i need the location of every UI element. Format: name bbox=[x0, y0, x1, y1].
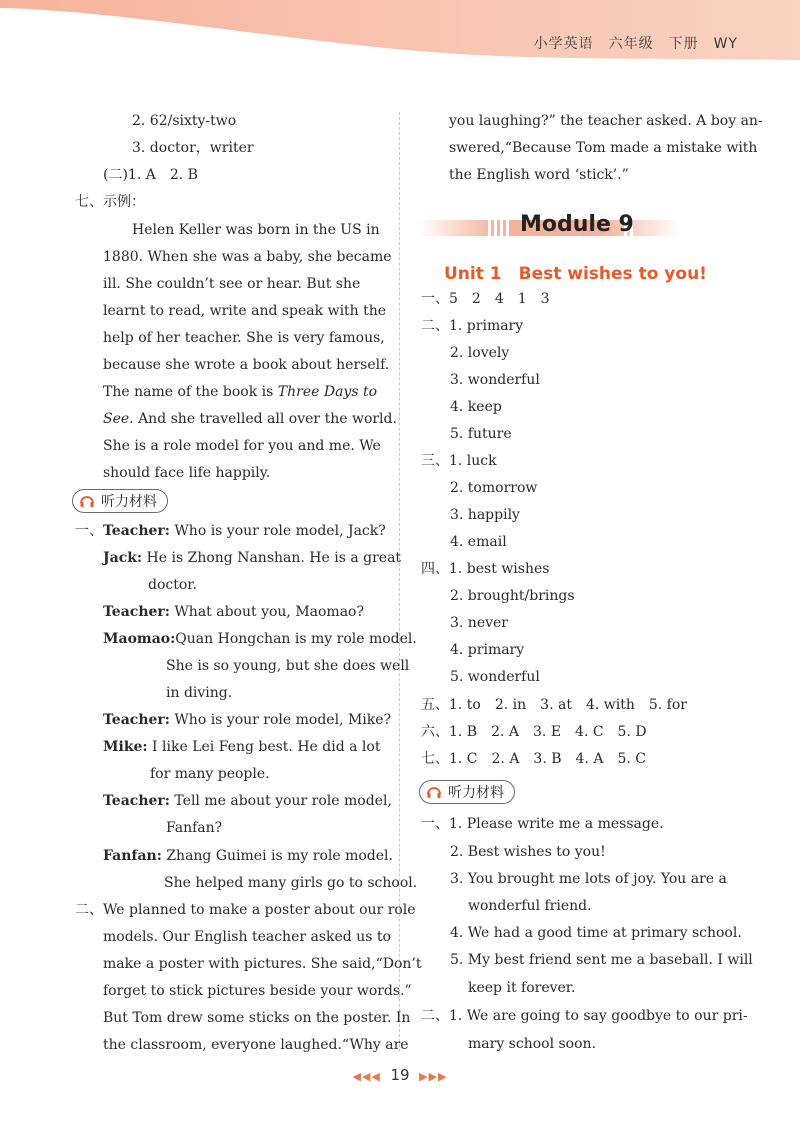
passage-line: 二、We planned to make a poster about our role bbox=[75, 902, 416, 918]
dialogue-line: She helped many girls go to school. bbox=[164, 875, 418, 891]
answer-3: 3. doctor，writer bbox=[132, 140, 254, 156]
listening-line: 5. My best friend sent me a baseball. I will bbox=[450, 952, 753, 968]
listening-line: 3. You brought me lots of joy. You are a bbox=[450, 871, 727, 887]
answer-line: 5. wonderful bbox=[450, 669, 540, 685]
essay-line: See. And she travelled all over the world. bbox=[103, 411, 397, 427]
dialogue-line: Teacher: Tell me about your role model, bbox=[103, 793, 392, 809]
answer-line: 四、1. best wishes bbox=[421, 561, 550, 577]
left-arrows-icon: ◀◀◀ bbox=[352, 1070, 381, 1083]
answer-line: 2. tomorrow bbox=[450, 480, 538, 496]
answer-line: 4. keep bbox=[450, 399, 502, 415]
dialogue-line: for many people. bbox=[150, 766, 270, 782]
dialogue-line: She is so young, but she does well bbox=[166, 658, 410, 674]
essay-line: because she wrote a book about herself. bbox=[103, 357, 390, 373]
listening-line: 二、1. We are going to say goodbye to our pri- bbox=[421, 1008, 748, 1024]
headphones-icon bbox=[426, 784, 442, 800]
dialogue-line: in diving. bbox=[166, 685, 233, 701]
essay-line: help of her teacher. She is very famous, bbox=[103, 330, 385, 346]
listening-line: wonderful friend. bbox=[468, 898, 592, 914]
passage-line: the classroom, everyone laughed.“Why are bbox=[103, 1037, 409, 1053]
answer-line: 3. happily bbox=[450, 507, 520, 523]
answer-line: 一、5 2 4 1 3 bbox=[421, 291, 550, 307]
book-header: 小学英语 六年级 下册 WY bbox=[533, 36, 738, 52]
essay-line: ill. She couldn’t see or hear. But she bbox=[103, 276, 361, 292]
listening-material-tag: 听力材料 bbox=[419, 780, 515, 804]
answer-line: 4. email bbox=[450, 534, 507, 550]
passage-line: you laughing?” the teacher asked. A boy an- bbox=[449, 113, 763, 129]
answer-2: 2. 62/sixty-two bbox=[132, 113, 237, 129]
answer-line: 五、1. to 2. in 3. at 4. with 5. for bbox=[421, 697, 687, 713]
answer-line: 2. brought/brings bbox=[450, 588, 575, 604]
listening-material-tag: 听力材料 bbox=[72, 489, 168, 513]
dialogue-line: Maomao:Quan Hongchan is my role model. bbox=[103, 631, 417, 647]
dialogue-line: doctor. bbox=[148, 577, 197, 593]
answer-line: 3. never bbox=[450, 615, 508, 631]
listening-line: 2. Best wishes to you! bbox=[450, 844, 606, 860]
passage-line: swered,“Because Tom made a mistake with bbox=[449, 140, 758, 156]
listening-line: mary school soon. bbox=[468, 1036, 597, 1052]
answer-line: 4. primary bbox=[450, 642, 525, 658]
dialogue-line: Fanfan: Zhang Guimei is my role model. bbox=[103, 848, 393, 864]
answer-line: 三、1. luck bbox=[421, 453, 497, 469]
page-number-footer bbox=[0, 1066, 800, 1084]
answer-line: 3. wonderful bbox=[450, 372, 540, 388]
essay-line: learnt to read, write and speak with the bbox=[103, 303, 387, 319]
passage-line: forget to stick pictures beside your words.” bbox=[103, 983, 412, 999]
listening-line: keep it forever. bbox=[468, 980, 576, 996]
answer-line: 5. future bbox=[450, 426, 512, 442]
answer-line: 七、1. C 2. A 3. B 4. A 5. C bbox=[421, 751, 646, 767]
page-number: 19 bbox=[390, 1066, 410, 1084]
dialogue-line: Teacher: What about you, Maomao? bbox=[103, 604, 364, 620]
dialogue-line: Jack: He is Zhong Nanshan. He is a great bbox=[103, 550, 402, 566]
unit-title: Unit 1 Best wishes to you! bbox=[444, 264, 707, 284]
essay-line: She is a role model for you and me. We bbox=[103, 438, 381, 454]
right-arrows-icon: ▶▶▶ bbox=[419, 1070, 448, 1083]
headphones-icon bbox=[79, 493, 95, 509]
passage-line: models. Our English teacher asked us to bbox=[103, 929, 391, 945]
passage-line: make a poster with pictures. She said,“Don’t bbox=[103, 956, 422, 972]
answer-line: 二、1. primary bbox=[421, 318, 524, 334]
listening-line: 4. We had a good time at primary school. bbox=[450, 925, 742, 941]
essay-line: 1880. When she was a baby, she became bbox=[103, 249, 392, 265]
essay-line: should face life happily. bbox=[103, 465, 271, 481]
listening-line: 一、1. Please write me a message. bbox=[421, 816, 664, 832]
section-er-answers: (二)1. A 2. B bbox=[103, 167, 198, 183]
dialogue-line: 一、Teacher: Who is your role model, Jack? bbox=[75, 523, 386, 539]
answer-line: 六、1. B 2. A 3. E 4. C 5. D bbox=[421, 724, 647, 740]
passage-line: But Tom drew some sticks on the poster. In bbox=[103, 1010, 411, 1026]
dialogue-line: Fanfan? bbox=[166, 820, 223, 836]
essay-line: The name of the book is Three Days to bbox=[103, 384, 378, 400]
answer-line: 2. lovely bbox=[450, 345, 510, 361]
module-title: Module 9 bbox=[520, 212, 634, 237]
dialogue-line: Mike: I like Lei Feng best. He did a lot bbox=[103, 739, 381, 755]
section-qi-label: 七、示例： bbox=[75, 194, 145, 210]
essay-line: Helen Keller was born in the US in bbox=[132, 222, 380, 238]
dialogue-line: Teacher: Who is your role model, Mike? bbox=[103, 712, 392, 728]
passage-line: the English word ‘stick’.” bbox=[449, 167, 629, 183]
